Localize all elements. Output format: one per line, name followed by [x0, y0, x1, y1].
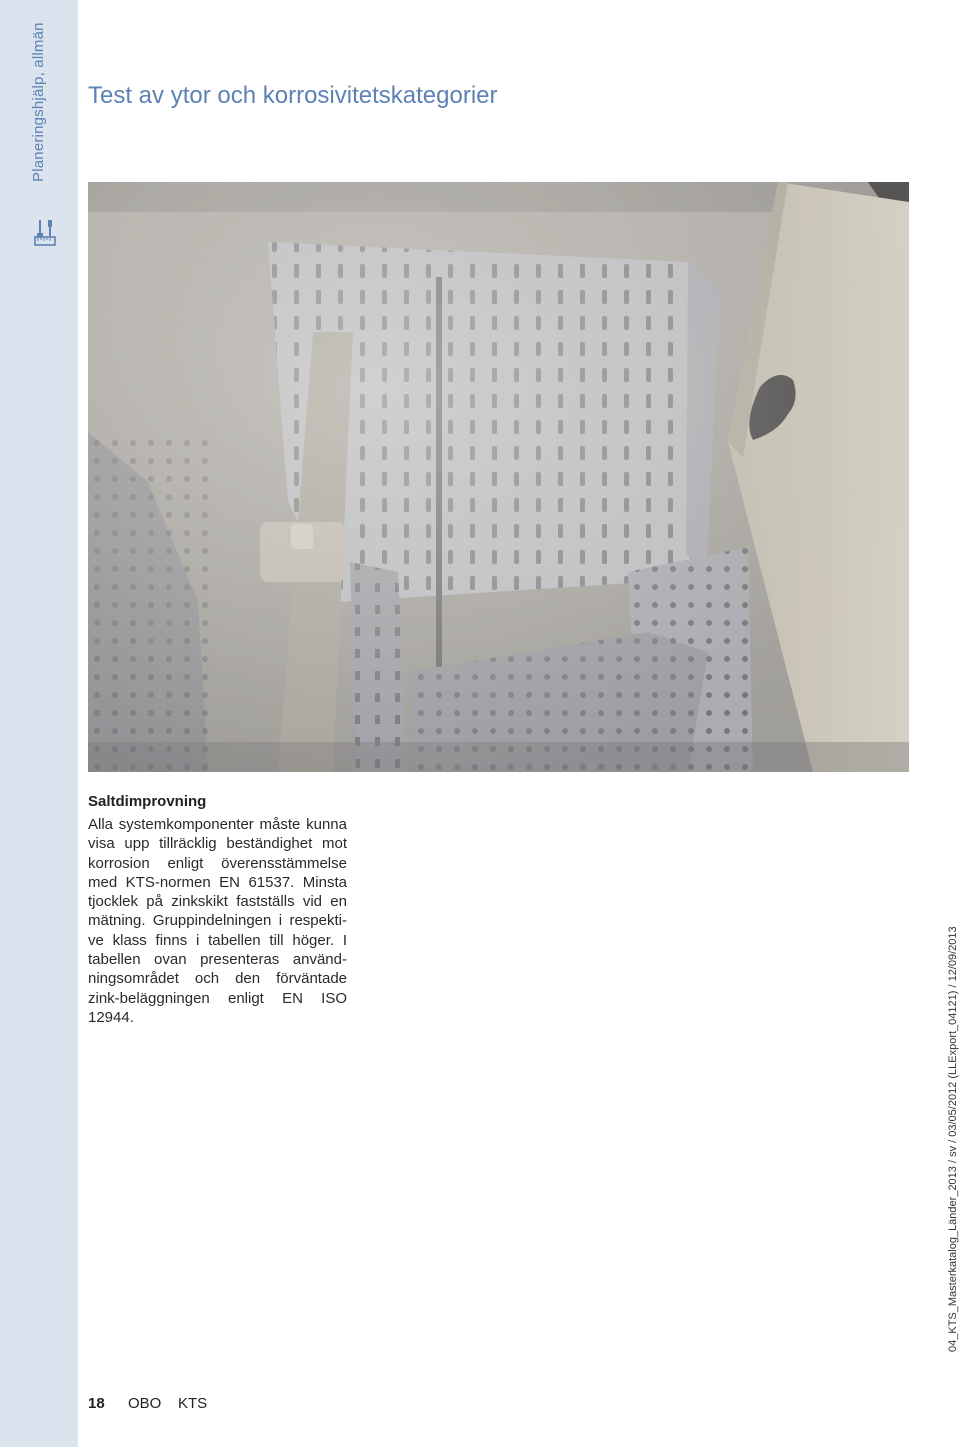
body-paragraph: Alla systemkomponenter måste kunna visa upp tillräcklig beständighet mot korrosion enligt överensstämmelse med KTS-normen EN 61537. Minsta tjocklek på zinkskikt fastställs vid en mätning. Gruppindelningen i respektive klass finns i tabellen till höger. I tabellen ovan presenteras användningsområdet och den förväntade zink-beläggningen enligt EN ISO 12944.	[88, 816, 347, 1026]
section-heading: Saltdimprovning	[88, 793, 207, 810]
file-info: 04_KTS_Masterkatalog_Länder_2013 / sv / 03/05/2012 (LLExport_04121) / 12/09/2013	[947, 926, 959, 1352]
section-label: Planeringshjälp, allmän	[30, 22, 47, 182]
footer-brand	[128, 1395, 207, 1412]
catalog-tools-icon	[33, 218, 57, 246]
page-number: 18	[88, 1395, 105, 1412]
page-title: Test av ytor och korrosivitetskategorier	[88, 82, 498, 109]
footer-brand-text: OBO KTS	[128, 1395, 208, 1412]
salt-spray-test-photo	[88, 182, 909, 772]
sidebar	[0, 0, 78, 1447]
